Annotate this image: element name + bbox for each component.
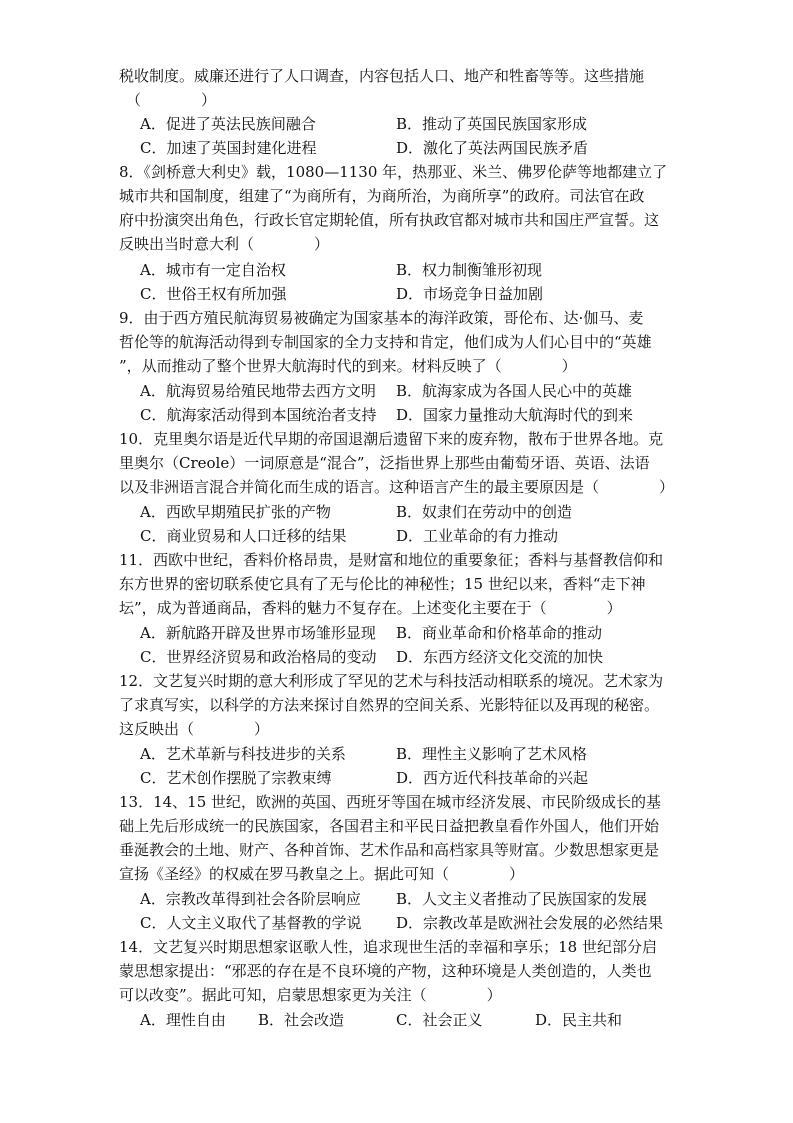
q11-option-d[interactable]: D．东西方经济文化交流的加快 <box>396 648 604 666</box>
q13-option-d[interactable]: D．宗教改革是欧洲社会发展的必然结果 <box>396 914 664 932</box>
q12-option-c[interactable]: C．艺术创作摆脱了宗教束缚 <box>140 769 332 787</box>
q9-option-a[interactable]: A．航海贸易给殖民地带去西方文明 <box>140 382 376 400</box>
q10-option-b[interactable]: B．奴隶们在劳动中的创造 <box>396 503 573 521</box>
q7-option-c[interactable]: C．加速了英国封建化进程 <box>140 139 317 157</box>
q10-line-2: 里奥尔（Creole）一词原意是“混合”，泛指世界上那些由葡萄牙语、英语、法语 <box>119 454 650 472</box>
q12-option-a[interactable]: A．艺术革新与科技进步的关系 <box>140 745 346 763</box>
q12-line-3: 这反映出（ ） <box>119 720 270 738</box>
q9-option-b[interactable]: B．航海家成为各国人民心中的英雄 <box>396 382 633 400</box>
q10-option-c[interactable]: C．商业贸易和人口迁移的结果 <box>140 527 347 545</box>
q9-line-1: 9．由于西方殖民航海贸易被确定为国家基本的海洋政策，哥伦布、达·伽马、麦 <box>119 309 644 327</box>
q14-line-1: 14．文艺复兴时期思想家讴歌人性，追求现世生活的幸福和享乐；18 世纪部分启 <box>119 938 657 956</box>
q8-line-4: 反映出当时意大利（ ） <box>119 235 330 253</box>
q8-option-c[interactable]: C．世俗王权有所加强 <box>140 285 287 303</box>
q14-option-b[interactable]: B．社会改造 <box>258 1011 345 1029</box>
q14-option-d[interactable]: D．民主共和 <box>535 1011 623 1029</box>
q11-line-2: 东方世界的密切联系使它具有了无与伦比的神秘性；15 世纪以来，香料“走下神 <box>119 575 646 593</box>
q7-answer-blank: （ ） <box>126 91 217 109</box>
q8-option-d[interactable]: D．市场竞争日益加剧 <box>396 285 544 303</box>
q8-line-1: 8．《剑桥意大利史》载，1080—1130 年，热那亚、米兰、佛罗伦萨等地都建立了 <box>119 163 668 181</box>
q12-option-d[interactable]: D．西方近代科技革命的兴起 <box>396 769 589 787</box>
q13-line-1: 13．14、15 世纪，欧洲的英国、西班牙等国在城市经济发展、市民阶级成长的基 <box>119 793 662 811</box>
q13-option-b[interactable]: B．人文主义者推动了民族国家的发展 <box>396 890 648 908</box>
q9-option-d[interactable]: D．国家力量推动大航海时代的到来 <box>396 406 634 424</box>
q14-line-2: 蒙思想家提出：“邪恶的存在是不良环境的产物，这种环境是人类创造的，人类也 <box>119 962 652 980</box>
q13-option-a[interactable]: A．宗教改革得到社会各阶层响应 <box>140 890 361 908</box>
q8-option-b[interactable]: B．权力制衡雏形初现 <box>396 261 543 279</box>
q9-option-c[interactable]: C．航海家活动得到本国统治者支持 <box>140 406 377 424</box>
q11-option-c[interactable]: C．世界经济贸易和政治格局的变动 <box>140 648 377 666</box>
q8-option-a[interactable]: A．城市有一定自治权 <box>140 261 286 279</box>
q11-line-1: 11．西欧中世纪，香料价格昂贵，是财富和地位的重要象征；香料与基督教信仰和 <box>119 551 664 569</box>
q8-line-3: 府中扮演突出角色，行政长官定期轮值，所有执政官都对城市共和国庄严宣誓。这 <box>119 211 660 229</box>
q13-option-c[interactable]: C．人文主义取代了基督教的学说 <box>140 914 362 932</box>
q7-line-1: 税收制度。威廉还进行了人口调查，内容包括人口、地产和牲畜等等。这些措施 <box>119 67 645 85</box>
q7-option-b[interactable]: B．推动了英国民族国家形成 <box>396 115 588 133</box>
q13-line-4: 宣扬《圣经》的权威在罗马教皇之上。据此可知（ ） <box>119 865 525 883</box>
q7-option-d[interactable]: D．激化了英法两国民族矛盾 <box>396 139 589 157</box>
q11-option-b[interactable]: B．商业革命和价格革命的推动 <box>396 624 603 642</box>
q14-option-c[interactable]: C．社会正义 <box>396 1011 483 1029</box>
q13-line-2: 础上先后形成统一的民族国家，各国君主和平民日益把教皇看作外国人，他们开始 <box>119 817 660 835</box>
q14-line-3: 可以改变”。据此可知，启蒙思想家更为关注（ ） <box>119 986 502 1004</box>
q10-line-1: 10．克里奥尔语是近代早期的帝国退潮后遗留下来的废弃物，散布于世界各地。克 <box>119 430 664 448</box>
q7-option-a[interactable]: A．促进了英法民族间融合 <box>140 115 316 133</box>
q10-line-3: 以及非洲语言混合并简化而生成的语言。这种语言产生的最主要原因是（ ） <box>119 478 675 496</box>
q9-line-2: 哲伦等的航海活动得到专制国家的全力支持和肯定，他们成为人们心目中的“英雄 <box>119 333 652 351</box>
q13-line-3: 垂涎教会的土地、财产、各种首饰、艺术作品和高档家具等财富。少数思想家更是 <box>119 841 660 859</box>
q11-line-3: 坛”，成为普通商品，香料的魅力不复存在。上述变化主要在于（ ） <box>119 599 622 617</box>
q9-line-3: ”，从而推动了整个世界大航海时代的到来。材料反映了（ ） <box>119 357 577 375</box>
q10-option-d[interactable]: D．工业革命的有力推动 <box>396 527 559 545</box>
q12-line-1: 12．文艺复兴时期的意大利形成了罕见的艺术与科技活动相联系的境况。艺术家为 <box>119 672 664 690</box>
q12-option-b[interactable]: B．理性主义影响了艺术风格 <box>396 745 588 763</box>
q10-option-a[interactable]: A．西欧早期殖民扩张的产物 <box>140 503 331 521</box>
q8-line-2: 城市共和国制度，组建了“为商所有，为商所治，为商所享”的政府。司法官在政 <box>119 187 645 205</box>
q11-option-a[interactable]: A．新航路开辟及世界市场雏形显现 <box>140 624 376 642</box>
q12-line-2: 了求真写实，以科学的方法来探讨自然界的空间关系、光影特征以及再现的秘密。 <box>119 696 660 714</box>
q14-option-a[interactable]: A．理性自由 <box>140 1011 226 1029</box>
